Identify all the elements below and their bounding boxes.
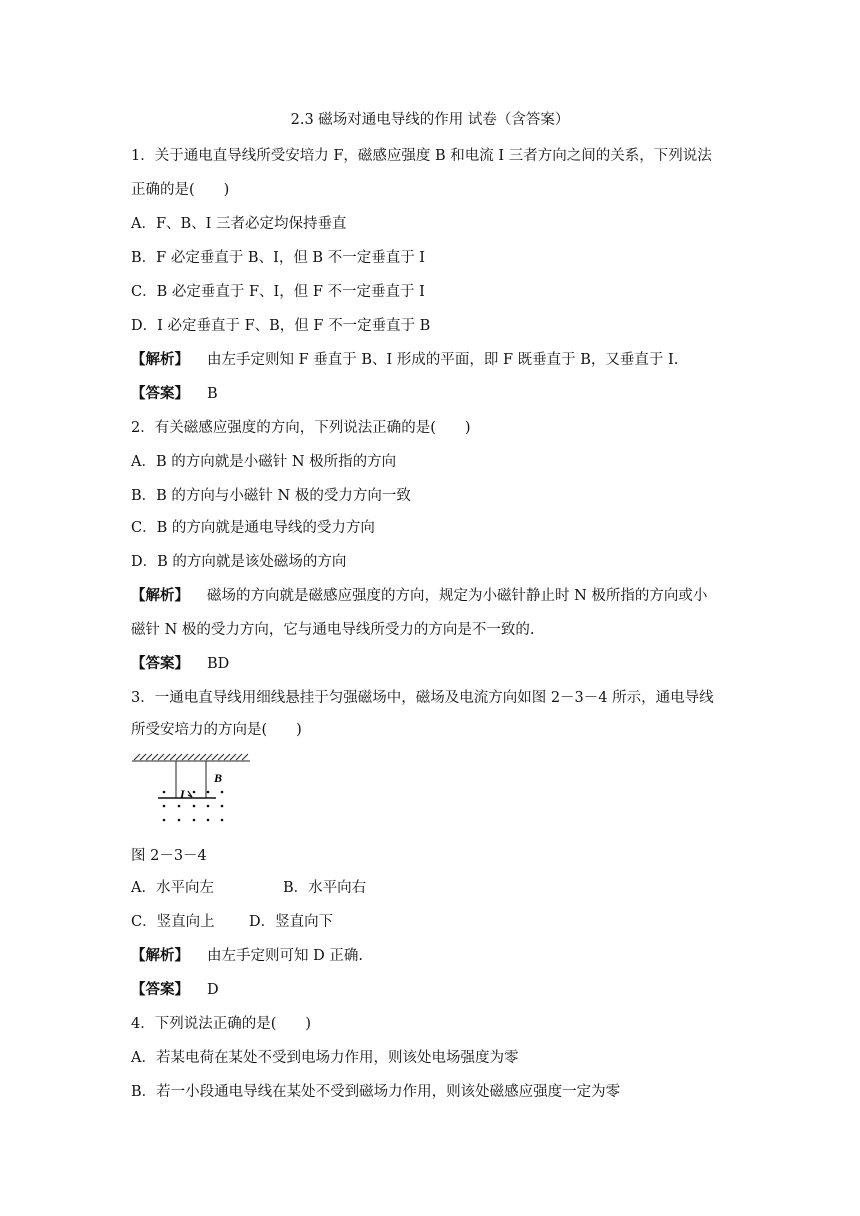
- field-dots: [163, 791, 224, 822]
- answer-text: B: [207, 386, 218, 402]
- q2-option-b: B．B 的方向与小磁针 N 极的受力方向一致: [131, 488, 411, 504]
- answer-tag: 【答案】: [131, 385, 189, 402]
- q1-option-b: B．F 必定垂直于 B、I，但 B 不一定垂直于 I: [131, 250, 426, 266]
- page-title: 2.3 磁场对通电导线的作用 试卷（含答案）: [290, 112, 570, 128]
- answer-text: BD: [207, 656, 230, 672]
- q3-stem-line2: 所受安培力的方向是( ): [131, 722, 302, 738]
- q3-options-row2: [131, 912, 333, 932]
- q3-analysis: [131, 946, 363, 966]
- q3-option-b: B．水平向右: [283, 880, 367, 896]
- answer-text: D: [207, 982, 219, 998]
- current-arrow: [188, 791, 192, 797]
- q2-analysis-line1: [131, 586, 707, 606]
- q3-options-row1: [131, 878, 366, 898]
- q2-option-a: A．B 的方向就是小磁针 N 极所指的方向: [131, 454, 397, 470]
- q3-stem-line1: 3．一通电直导线用细线悬挂于匀强磁场中，磁场及电流方向如图 2－3－4 所示，通电导线: [131, 690, 714, 706]
- q2-answer: [131, 654, 229, 674]
- figure-caption: 图 2－3－4: [131, 848, 207, 864]
- analysis-text: 由左手定则知 F 垂直于 B、I 形成的平面，即 F 既垂直于 B，又垂直于 I.: [207, 352, 679, 368]
- q1-answer: [131, 384, 218, 404]
- q1-option-c: C．B 必定垂直于 F、I，但 F 不一定垂直于 I: [131, 284, 425, 300]
- analysis-tag: 【解析】: [131, 947, 189, 964]
- field-label-b: B: [214, 771, 223, 785]
- q3-option-a: A．水平向左: [131, 880, 214, 896]
- analysis-text: 由左手定则可知 D 正确.: [207, 948, 363, 964]
- current-label-i: I: [180, 787, 185, 801]
- answer-tag: 【答案】: [131, 981, 189, 998]
- magnetic-field-figure: [128, 746, 258, 830]
- q3-option-d: D．竖直向下: [249, 914, 334, 930]
- q1-stem-line1: 1．关于通电直导线所受安培力 F，磁感应强度 B 和电流 I 三者方向之间的关系，下列说法: [131, 148, 712, 164]
- q1-analysis: [131, 350, 678, 370]
- q4-option-b: B．若一小段通电导线在某处不受到磁场力作用，则该处磁感应强度一定为零: [131, 1084, 621, 1100]
- q1-option-a: A．F、B、I 三者必定均保持垂直: [131, 216, 347, 232]
- q1-option-d: D．I 必定垂直于 F、B，但 F 不一定垂直于 B: [131, 318, 431, 334]
- q2-option-d: D．B 的方向就是该处磁场的方向: [131, 554, 347, 570]
- q2-stem: 2．有关磁感应强度的方向，下列说法正确的是( ): [131, 420, 471, 436]
- q3-answer: [131, 980, 219, 1000]
- answer-tag: 【答案】: [131, 655, 189, 672]
- ceiling-hatch: [132, 754, 250, 761]
- q4-option-a: A．若某电荷在某处不受到电场力作用，则该处电场强度为零: [131, 1050, 519, 1066]
- analysis-tag: 【解析】: [131, 351, 189, 368]
- q1-stem-line2: 正确的是( ): [131, 182, 230, 198]
- q4-stem: 4．下列说法正确的是( ): [131, 1016, 312, 1032]
- analysis-text: 磁场的方向就是磁感应强度的方向，规定为小磁针静止时 N 极所指的方向或小: [207, 588, 708, 604]
- analysis-tag: 【解析】: [131, 587, 189, 604]
- q2-analysis-line2: 磁针 N 极的受力方向，它与通电导线所受力的方向是不一致的.: [131, 622, 535, 638]
- q2-option-c: C．B 的方向就是通电导线的受力方向: [131, 520, 375, 536]
- q3-option-c: C．竖直向上: [131, 914, 215, 930]
